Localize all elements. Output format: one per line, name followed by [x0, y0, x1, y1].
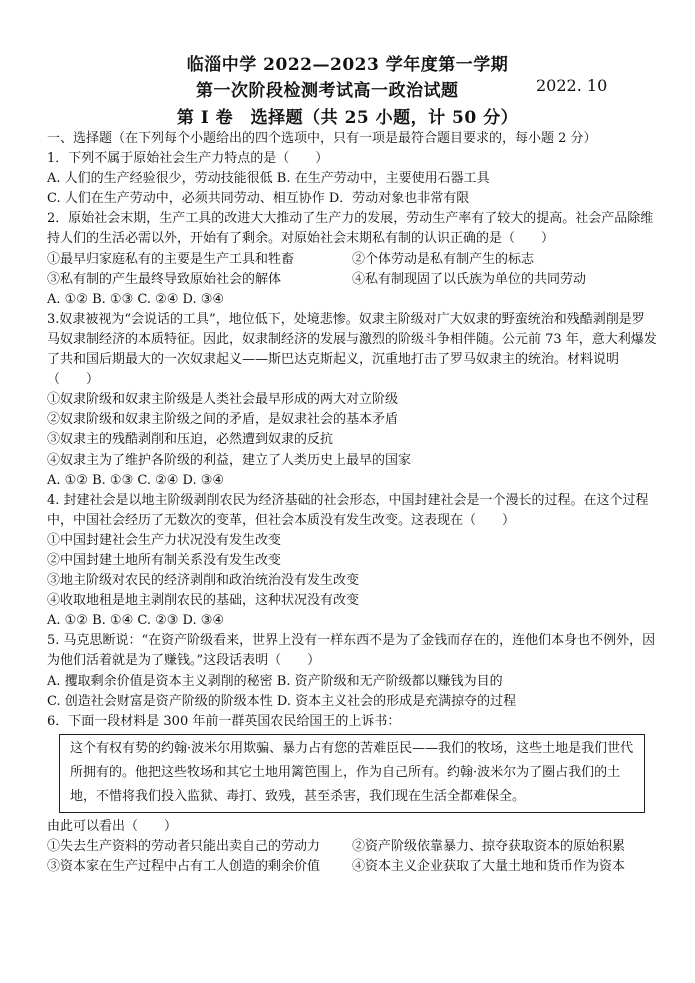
question-1 [47, 149, 657, 209]
question-6-statements-row1 [47, 837, 657, 857]
question-6-statements-row2 [47, 857, 657, 877]
exam-title: 临淄中学 2022—2023 学年度第一学期 [186, 55, 509, 75]
question-3-stem: 3.奴隶被视为“会说话的工具”，地位低下，处境悲惨。奴隶主阶级对广大奴隶的野蛮统治和残酷剥削是罗马奴隶制经济的本质特征。因此，奴隶制经济的发展与激烈的阶级斗争相伴随。公元前 73 年，意大利爆发了共和国后期最大的一次奴隶起义——斯巴达克斯起义，沉重地打击了罗马奴隶主的统治。材料说明（ ） [47, 311, 657, 388]
statement: ④私有制现固了以氏族为单位的共同劳动 [352, 271, 587, 287]
instructions: 一、选择题（在下列每个小题给出的四个选项中，只有一项是最符合题目要求的，每小题 2 分） [47, 131, 597, 146]
question-3-choices: A. ①② B. ①③ C. ②④ D. ③④ [47, 472, 225, 488]
statement: ③资本家在生产过程中占有工人创造的剩余价值 [47, 859, 321, 874]
exam-subtitle: 第一次阶段检测考试高一政治试题 [196, 81, 459, 101]
question-4-choices: A. ①② B. ①④ C. ②③ D. ③④ [47, 613, 225, 629]
question-1-options-ab: A. 人们的生产经验很少，劳动技能很低 B. 在生产劳动中，主要使用石器工具 [47, 171, 490, 187]
question-2 [47, 209, 657, 309]
question-4 [47, 491, 657, 632]
question-6-stem: 6．下面一段材料是 300 年前一群英国农民给国王的上诉书： [47, 713, 401, 729]
section-title: 第 Ⅰ 卷 选择题（共 25 小题，计 50 分） [176, 108, 519, 128]
question-5 [47, 631, 657, 711]
statement: ④收取地租是地主剥削农民的基础，这种状况没有改变 [47, 593, 360, 609]
question-6-prompt: 由此可以看出（ ） [47, 818, 178, 834]
question-2-choices: A. ①② B. ①③ C. ②④ D. ③④ [47, 291, 225, 307]
question-5-options-ab: A. 攫取剩余价值是资本主义剥削的秘密 B. 资产阶级和无产阶级都以赚钱为目的 [47, 673, 503, 689]
statement: ②中国封建土地所有制关系没有发生改变 [47, 552, 282, 568]
statement: ①最早归家庭私有的主要是生产工具和牲畜 [47, 251, 295, 267]
statement: ④资本主义企业获取了大量土地和货币作为资本 [352, 859, 626, 874]
exam-body [47, 129, 657, 877]
question-2-statements-row2 [47, 270, 657, 290]
statement: ②个体劳动是私有制产生的标志 [352, 251, 535, 267]
question-5-stem: 5. 马克思断说：“在资产阶级看来，世界上没有一样东西不是为了金钱而存在的，连他们本身也不例外，因为他们活着就是为了赚钱。”这段话表明（ ） [47, 633, 656, 669]
question-3 [47, 310, 657, 491]
statement: ③地主阶级对农民的经济剥削和政治统治没有发生改变 [47, 573, 360, 589]
statement: ①奴隶阶级和奴隶主阶级是人类社会最早形成的两大对立阶级 [47, 392, 399, 408]
statement: ②资产阶级依靠暴力、掠夺获取资本的原始积累 [352, 838, 626, 854]
statement: ①失去生产资料的劳动者只能出卖自己的劳动力 [47, 838, 321, 854]
question-6-material-box: 这个有权有势的约翰·波米尔用欺骗、暴力占有您的苦难臣民——我们的牧场，这些土地是我们世代所拥有的。他把这些牧场和其它土地用篱笆围上，作为自己所有。约翰·波米尔为了圈占我们的土地，不惜将我们投入监狱、毒打、致残，甚至杀害，我们现在生活全都难保全。 [59, 734, 645, 813]
question-4-stem: 4. 封建社会是以地主阶级剥削农民为经济基础的社会形态，中国封建社会是一个漫长的过程。在这个过程中，中国社会经历了无数次的变革，但社会本质没有发生改变。这表现在（ ） [47, 492, 649, 528]
question-5-options-cd: C. 创造社会财富是资产阶级的阶级本性 D. 资本主义社会的形成是充满掠夺的过程 [47, 693, 517, 709]
question-6 [47, 712, 657, 877]
statement: ④奴隶主为了维护各阶级的利益，建立了人类历史上最早的国家 [47, 452, 412, 468]
statement: ②奴隶阶级和奴隶主阶级之间的矛盾，是奴隶社会的基本矛盾 [47, 412, 399, 428]
exam-date: 2022. 10 [536, 76, 608, 95]
question-2-stem: 2．原始社会末期，生产工具的改进大大推动了生产力的发展，劳动生产率有了较大的提高。社会产品除维持人们的生活必需以外，开始有了剩余。对原始社会末期私有制的认识正确的是（ ） [47, 211, 654, 247]
question-2-statements-row1 [47, 250, 657, 270]
question-1-stem: 1．下列不属于原始社会生产力特点的是（ ） [47, 151, 329, 167]
statement: ③奴隶主的残酷剥削和压迫，必然遭到奴隶的反抗 [47, 432, 334, 448]
statement: ①中国封建社会生产力状况没有发生改变 [47, 532, 282, 548]
question-1-options-cd: C. 人们在生产劳动中，必须共同劳动、相互协作 D．劳动对象也非常有限 [47, 191, 470, 207]
statement: ③私有制的产生最终导致原始社会的解体 [47, 271, 282, 287]
